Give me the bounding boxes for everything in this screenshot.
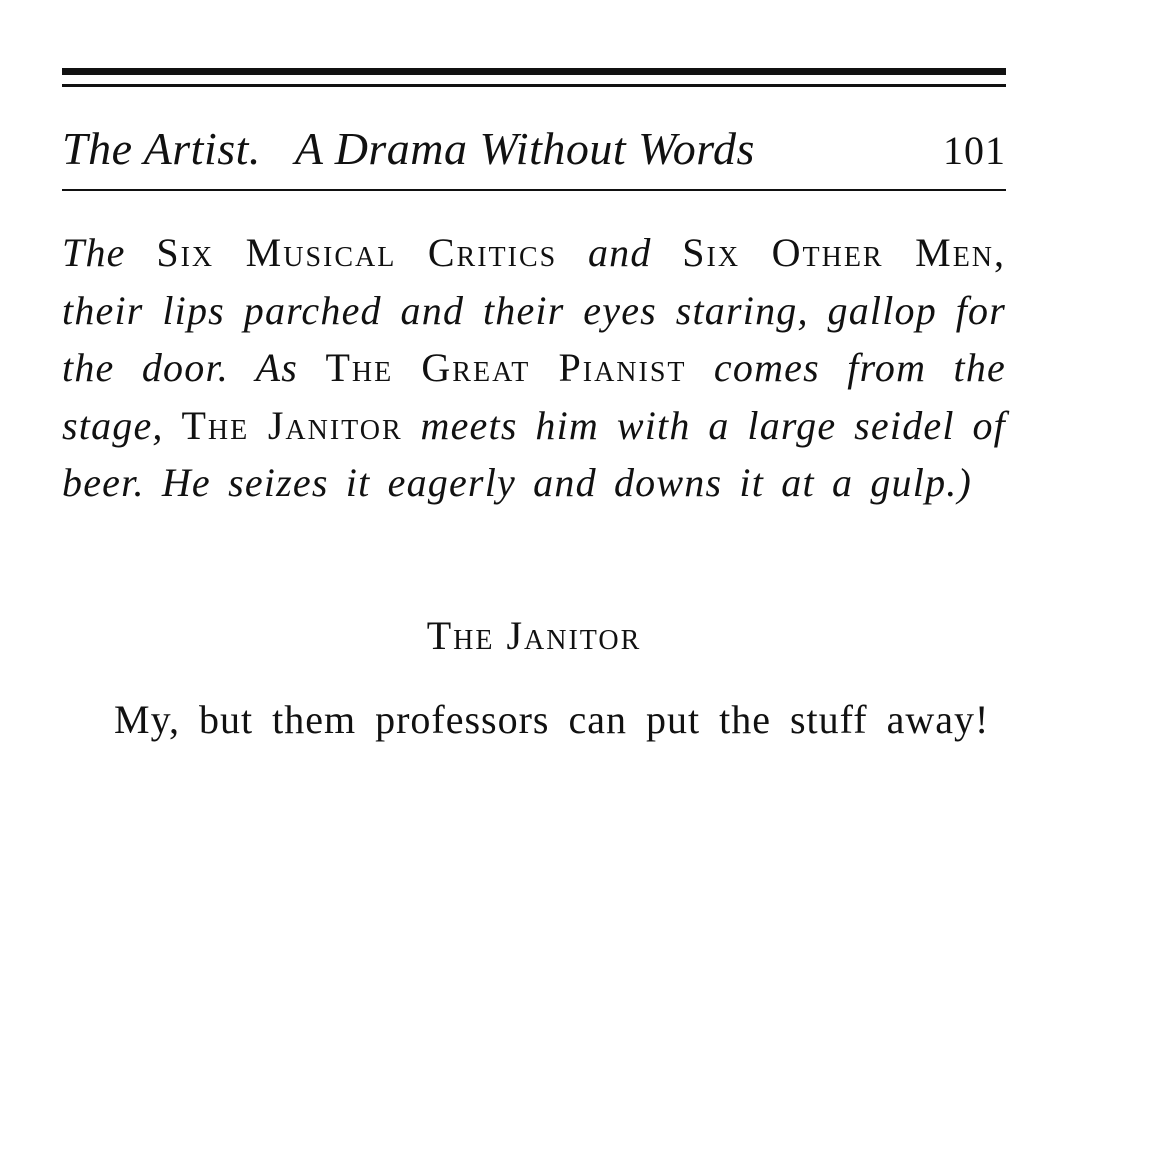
speech-text: My, but them professors can put the stuff away! bbox=[114, 697, 990, 742]
header-bottom-rule bbox=[62, 189, 1006, 191]
stage-direction-text-4: comes from the stage, bbox=[62, 345, 1007, 448]
character-name-pianist: The Great Pianist bbox=[325, 345, 687, 390]
stage-direction-text-3: their lips parched and their eyes staring, gallop for the door. As bbox=[62, 287, 1006, 390]
running-title-part1: The Artist. bbox=[62, 123, 261, 174]
running-header bbox=[62, 118, 1006, 180]
character-name-janitor: The Janitor bbox=[181, 402, 403, 448]
speaker-heading: The Janitor bbox=[426, 613, 642, 658]
character-name-critics: Six Musical Critics bbox=[156, 230, 558, 275]
stage-direction bbox=[62, 224, 1006, 512]
stage-direction-text-5: meets him with a large seidel of beer. He seizes it eagerly and downs it at a gulp.) bbox=[62, 402, 1006, 505]
header-thick-rule bbox=[62, 68, 1006, 75]
stage-direction-text-1: The bbox=[62, 230, 126, 275]
running-title-part2: A Drama Without Words bbox=[294, 123, 755, 174]
header-thin-rule bbox=[62, 84, 1006, 87]
page-number: 101 bbox=[943, 128, 1006, 173]
stage-direction-text-2: and bbox=[587, 230, 652, 275]
running-title bbox=[62, 118, 755, 180]
character-name-other-men: Six Other Men, bbox=[682, 230, 1007, 275]
